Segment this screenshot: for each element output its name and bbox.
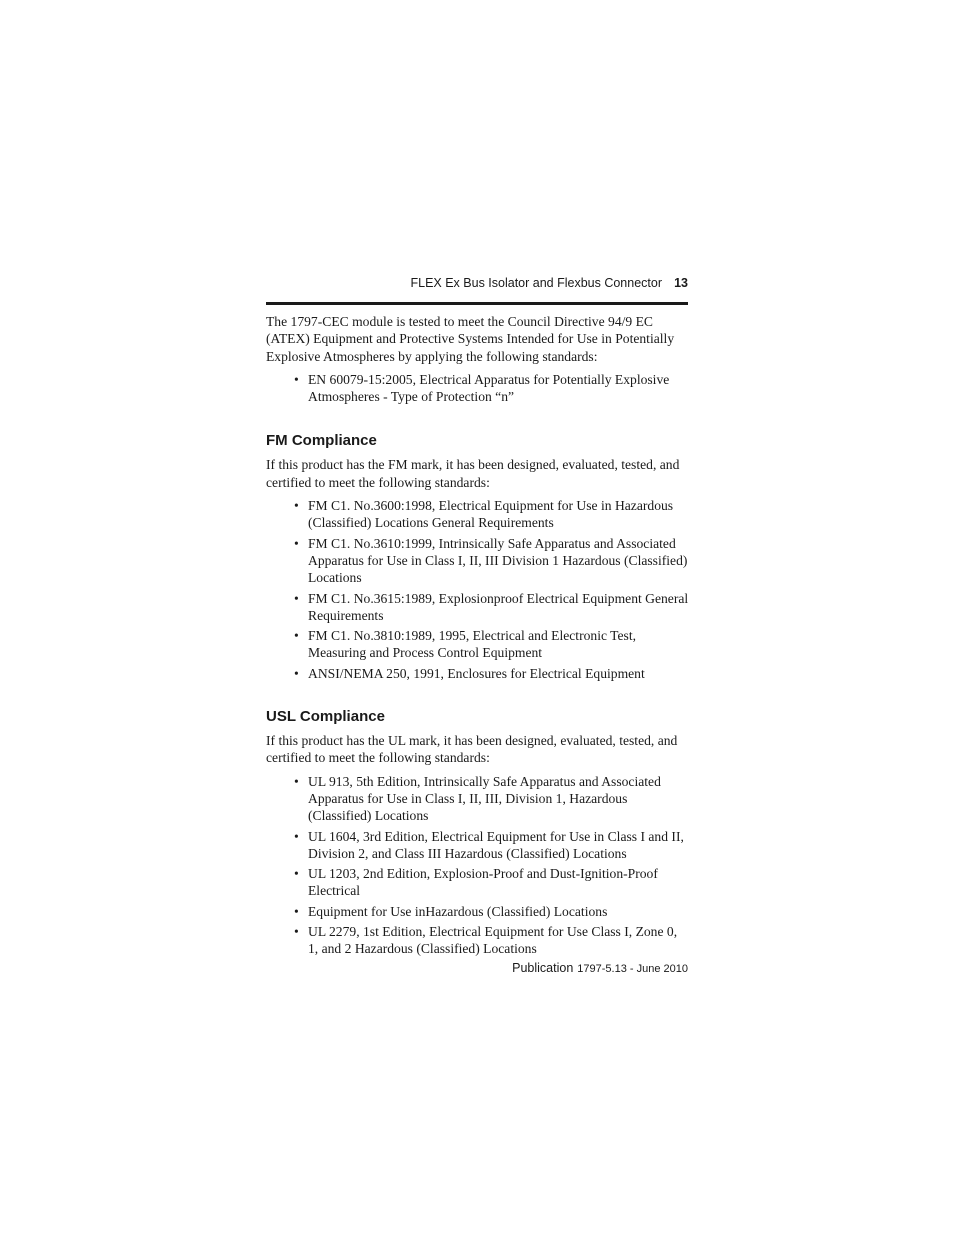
bullet-icon: • <box>294 903 299 919</box>
atex-standards-list <box>266 371 690 406</box>
list-item: • FM C1. No.3615:1989, Explosionproof Electrical Equipment General Requirements <box>294 590 689 623</box>
bullet-icon: • <box>294 498 299 514</box>
list-item: • ANSI/NEMA 250, 1991, Enclosures for Electrical Equipment <box>294 665 645 681</box>
bullet-icon: • <box>294 773 299 789</box>
bullet-icon: • <box>294 866 299 882</box>
list-item: • FM C1. No.3810:1989, 1995, Electrical and Electronic Test, Measuring and Process Control Equipment <box>294 628 637 661</box>
list-item: • UL 1203, 2nd Edition, Explosion-Proof and Dust-Ignition-Proof Electrical <box>294 866 658 899</box>
list-item: • UL 1604, 3rd Edition, Electrical Equipment for Use in Class I and II, Division 2, and Class III Hazardous (Classified) Locations <box>294 828 684 861</box>
fm-heading: FM Compliance <box>266 432 377 450</box>
usl-standards-list <box>266 773 690 958</box>
intro-paragraph: The 1797-CEC module is tested to meet the Council Directive 94/9 EC (ATEX) Equipment and Protective Systems Intended for Use in Potentially Explosive Atmospheres by applying the following standards: <box>266 314 675 364</box>
bullet-icon: • <box>294 535 299 551</box>
publication-number: 1797-5.13 - June 2010 <box>577 963 688 975</box>
list-item: • UL 2279, 1st Edition, Electrical Equipment for Use Class I, Zone 0, 1, and 2 Hazardous (Classified) Locations <box>294 924 678 957</box>
fm-standards-list <box>266 497 690 682</box>
bullet-icon: • <box>294 590 299 606</box>
footer-label: Publication <box>512 961 574 975</box>
usl-compliance-section <box>266 708 690 958</box>
header-title: FLEX Ex Bus Isolator and Flexbus Connector <box>410 276 662 290</box>
bullet-icon: • <box>294 628 299 644</box>
page-header <box>266 276 688 305</box>
bullet-icon: • <box>294 828 299 844</box>
list-item: • FM C1. No.3600:1998, Electrical Equipment for Use in Hazardous (Classified) Locations General Requirements <box>294 498 674 531</box>
fm-paragraph: If this product has the FM mark, it has been designed, evaluated, tested, and certified to meet the following standards: <box>266 457 680 490</box>
list-item: • EN 60079-15:2005, Electrical Apparatus for Potentially Explosive Atmospheres - Type of Protection “n” <box>294 371 670 405</box>
page-footer <box>512 961 688 975</box>
usl-paragraph: If this product has the UL mark, it has been designed, evaluated, tested, and certified to meet the following standards: <box>266 733 678 766</box>
list-item: • Equipment for Use inHazardous (Classified) Locations <box>294 903 608 919</box>
bullet-icon: • <box>294 371 299 387</box>
atex-section <box>266 313 690 405</box>
page-content <box>266 313 690 961</box>
bullet-icon: • <box>294 665 299 681</box>
fm-compliance-section <box>266 432 690 682</box>
bullet-icon: • <box>294 924 299 940</box>
page-number: 13 <box>674 276 688 290</box>
usl-heading: USL Compliance <box>266 708 385 726</box>
list-item: • UL 913, 5th Edition, Intrinsically Safe Apparatus and Associated Apparatus for Use in Class I, II, III, Division 1, Hazardous (Classified) Locations <box>294 773 661 824</box>
list-item: • FM C1. No.3610:1999, Intrinsically Safe Apparatus and Associated Apparatus for Use in Class I, II, III Division 1 Hazardous (Classified) Locations <box>294 535 688 586</box>
